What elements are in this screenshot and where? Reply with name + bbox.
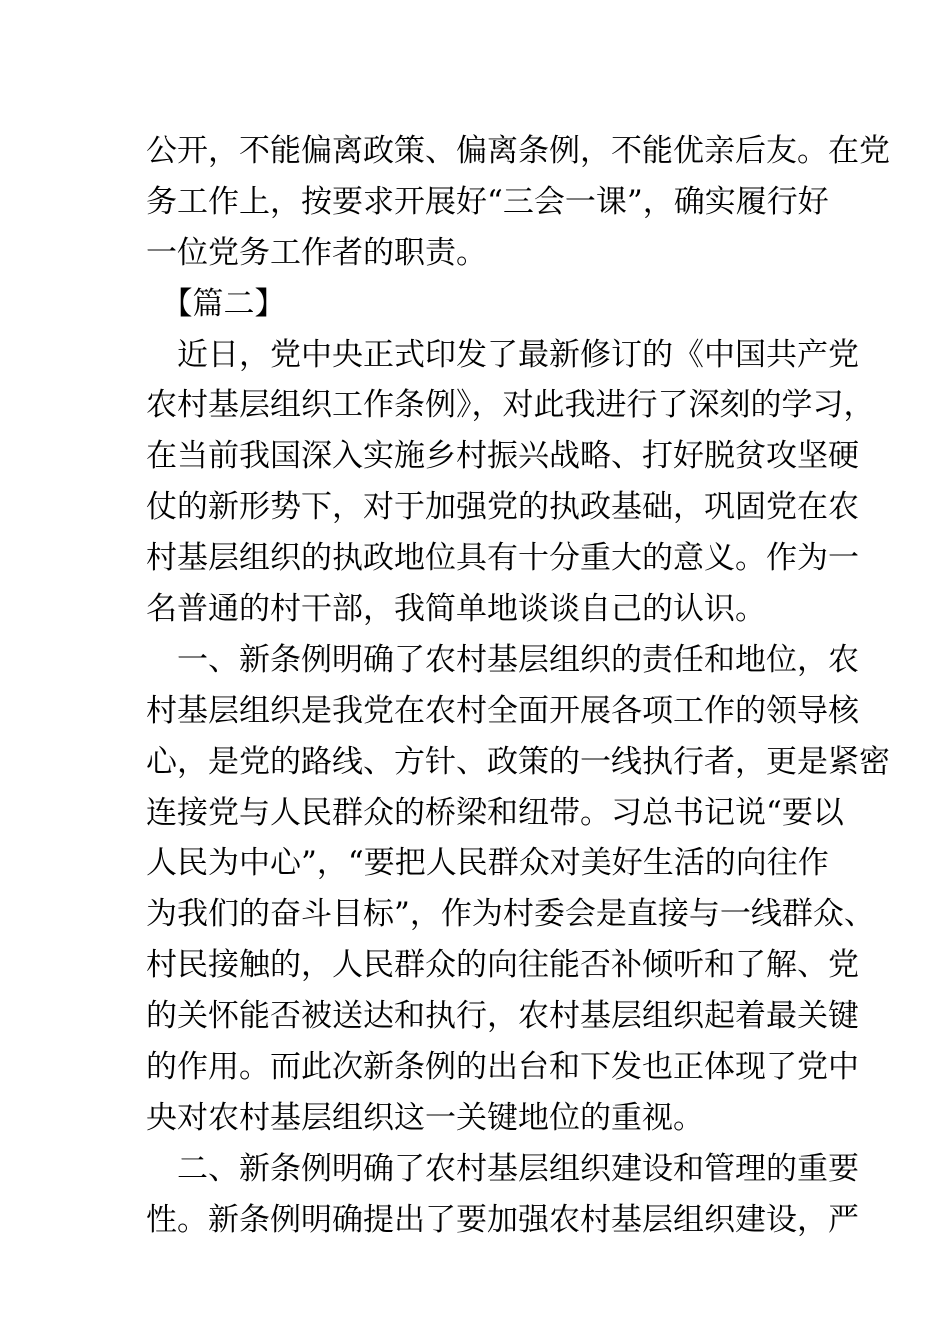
text-line: 仗的新形势下，对于加强党的执政基础，巩固党在农 bbox=[146, 489, 859, 526]
text-line: 村民接触的，人民群众的向往能否补倾听和了解、党 bbox=[146, 947, 859, 984]
text-line: 的作用。而此次新条例的出台和下发也正体现了党中 bbox=[146, 1049, 859, 1086]
text-line: 名普通的村干部，我简单地谈谈自己的认识。 bbox=[146, 591, 766, 628]
text-line: 村基层组织是我党在农村全面开展各项工作的领导核 bbox=[146, 692, 859, 729]
text-line: 在当前我国深入实施乡村振兴战略、打好脱贫攻坚硬 bbox=[146, 438, 859, 475]
text-line: 务工作上，按要求开展好“三会一课”，确实履行好 bbox=[146, 183, 829, 220]
text-line: 性。新条例明确提出了要加强农村基层组织建设，严 bbox=[146, 1201, 859, 1238]
text-line: 连接党与人民群众的桥梁和纽带。习总书记说“要以 bbox=[146, 794, 844, 831]
document-body bbox=[146, 126, 890, 1246]
text-line: 人民为中心”，“要把人民群众对美好生活的向往作 bbox=[146, 845, 829, 882]
text-line: 一位党务工作者的职责。 bbox=[146, 234, 487, 271]
text-line: 心，是党的路线、方针、政策的一线执行者，更是紧密 bbox=[146, 743, 890, 780]
text-line: 农村基层组织工作条例》，对此我进行了深刻的学习， bbox=[146, 387, 875, 424]
section-heading: 【篇二】 bbox=[146, 285, 286, 322]
text-line: 的关怀能否被送达和执行，农村基层组织起着最关键 bbox=[146, 998, 859, 1035]
text-line: 为我们的奋斗目标”，作为村委会是直接与一线群众、 bbox=[146, 896, 875, 933]
text-line: 央对农村基层组织这一关键地位的重视。 bbox=[146, 1099, 704, 1136]
text-line: 公开，不能偏离政策、偏离条例，不能优亲后友。在党 bbox=[146, 133, 890, 169]
text-line: 一、新条例明确了农村基层组织的责任和地位，农 bbox=[146, 641, 859, 678]
text-line: 近日，党中央正式印发了最新修订的《中国共产党 bbox=[146, 336, 859, 373]
text-line: 二、新条例明确了农村基层组织建设和管理的重要 bbox=[146, 1150, 859, 1187]
text-line: 村基层组织的执政地位具有十分重大的意义。作为一 bbox=[146, 540, 859, 577]
